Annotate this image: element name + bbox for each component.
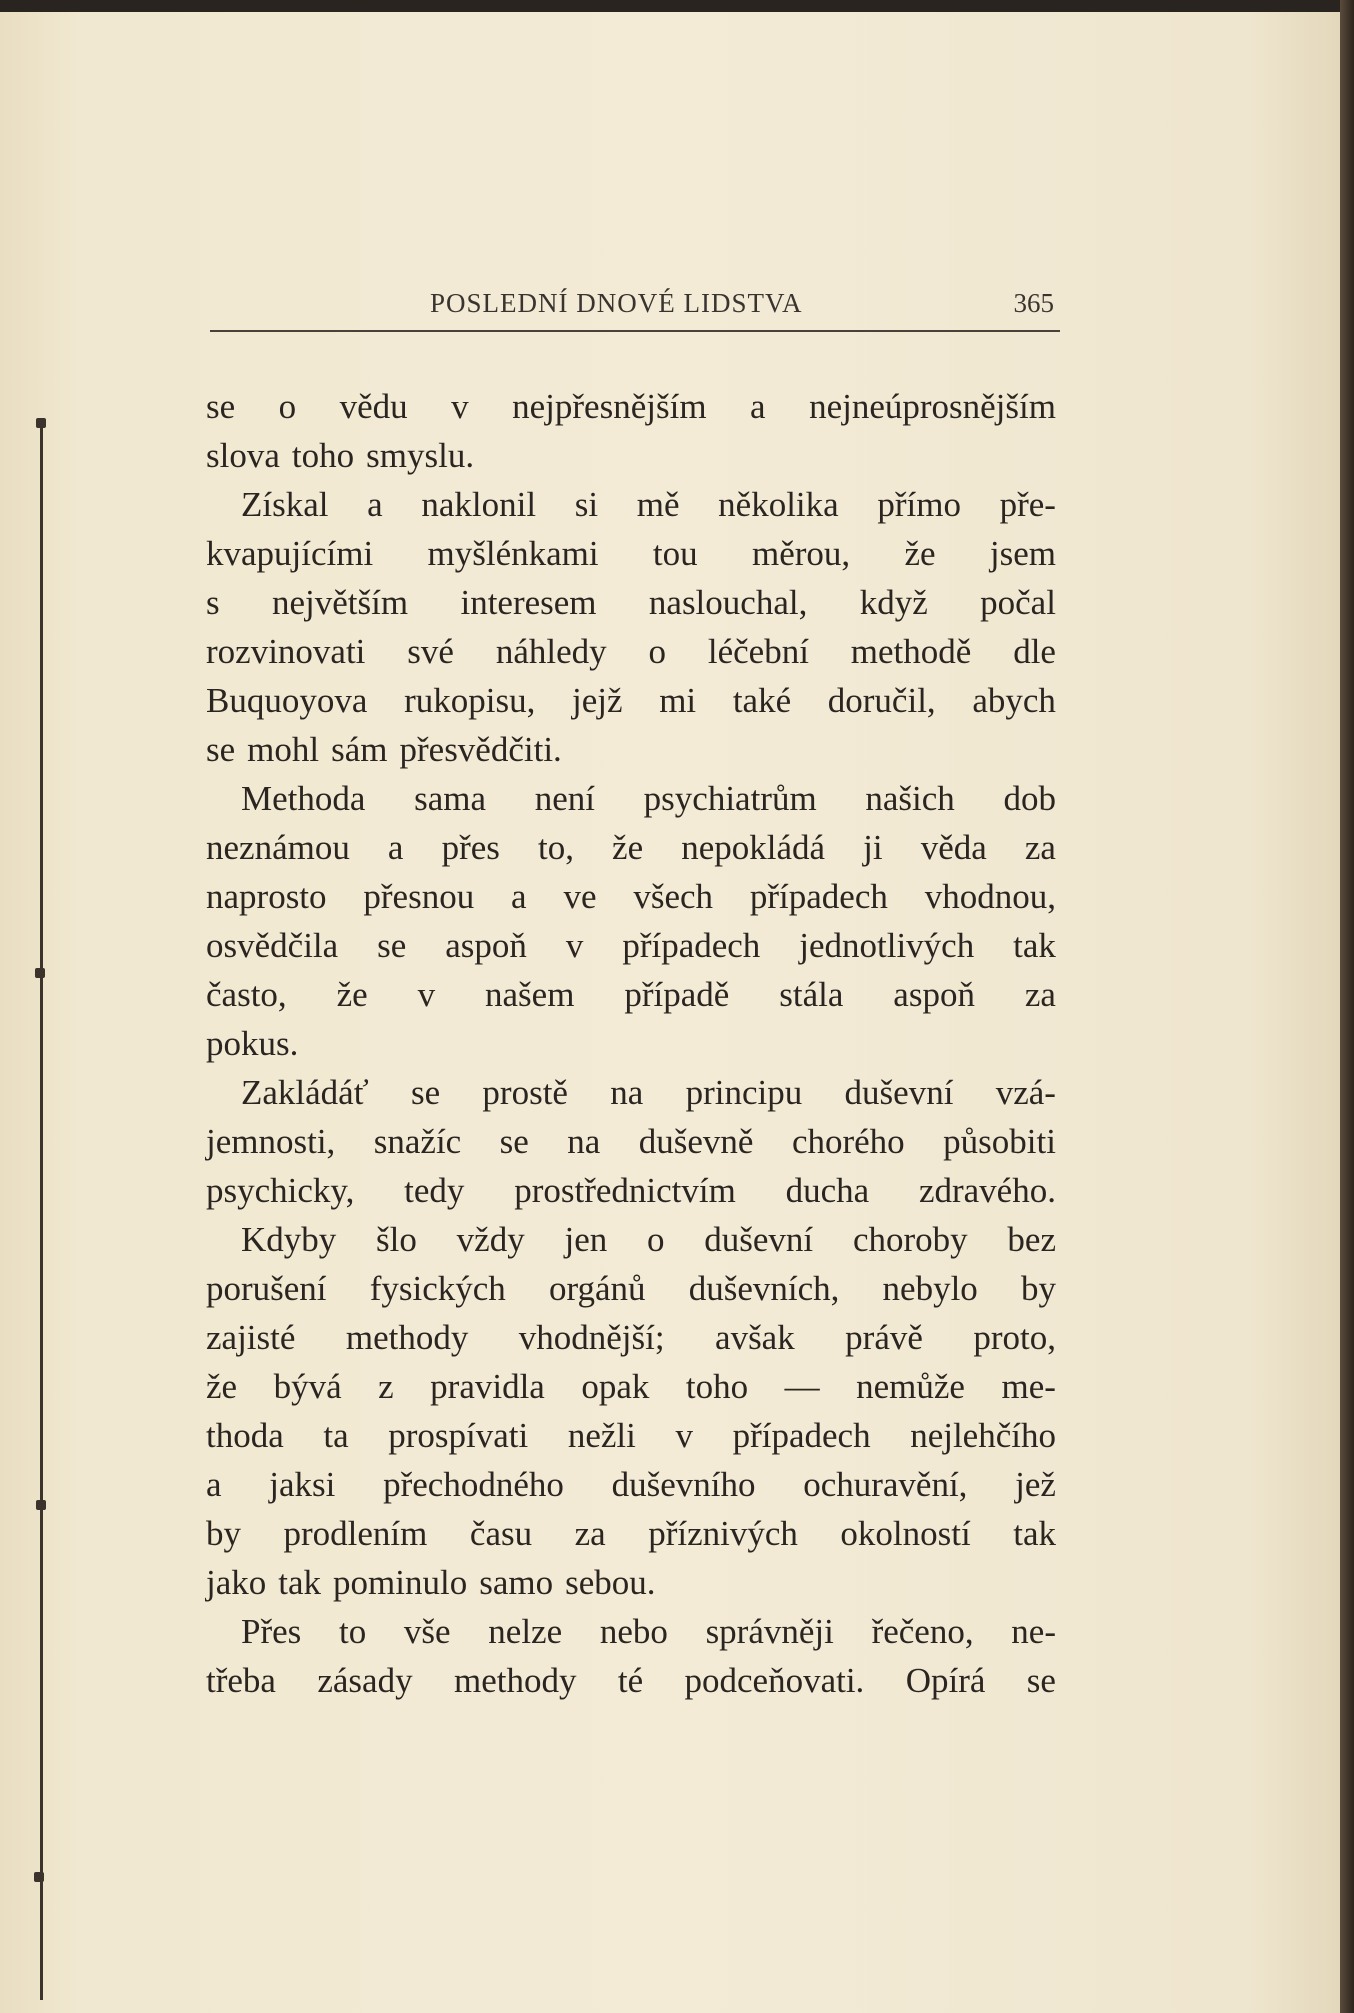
text-line: Zakládáť se prostě na principu duševní vzá- — [241, 1073, 1056, 1112]
text-line: jemnosti, snažíc se na duševně chorého působiti — [206, 1122, 1056, 1161]
text-line: že bývá z pravidla opak toho — nemůže me- — [206, 1367, 1056, 1406]
text-line: osvědčila se aspoň v případech jednotlivých tak — [206, 926, 1056, 965]
gutter-mark — [35, 968, 45, 978]
text-line: rozvinovati své náhledy o léčební methodě dle — [206, 632, 1056, 671]
running-title: POSLEDNÍ DNOVÉ LIDSTVA — [430, 288, 803, 318]
gutter-mark — [36, 418, 46, 428]
text-line: jako tak pominulo samo sebou. — [206, 1563, 656, 1602]
running-head — [210, 288, 1060, 328]
text-line: často, že v našem případě stála aspoň za — [206, 975, 1056, 1014]
text-line: Methoda sama není psychiatrům našich dob — [241, 779, 1056, 818]
text-line: třeba zásady methody té podceňovati. Opírá se — [206, 1661, 1056, 1700]
text-line: Získal a naklonil si mě několika přímo pře- — [241, 485, 1056, 524]
text-line: se mohl sám přesvědčiti. — [206, 730, 562, 769]
page-number: 365 — [1013, 288, 1054, 318]
text-line: pokus. — [206, 1024, 299, 1063]
text-line: neznámou a přes to, že nepokládá ji věda za — [206, 828, 1056, 867]
text-line: thoda ta prospívati nežli v případech nejlehčího — [206, 1416, 1056, 1455]
text-line: porušení fysických orgánů duševních, nebylo by — [206, 1269, 1056, 1308]
text-line: zajisté methody vhodnější; avšak právě proto, — [206, 1318, 1056, 1357]
text-line: psychicky, tedy prostřednictvím ducha zdravého. — [206, 1171, 1056, 1210]
body-text — [206, 382, 1056, 1705]
gutter-line — [40, 420, 43, 2000]
text-line: s největším interesem naslouchal, když počal — [206, 583, 1056, 622]
text-line: se o vědu v nejpřesnějším a nejneúprosnějším — [206, 387, 1056, 426]
text-line: kvapujícími myšlénkami tou měrou, že jsem — [206, 534, 1056, 573]
gutter-mark — [34, 1872, 44, 1882]
text-line: slova toho smyslu. — [206, 436, 475, 475]
gutter-mark — [36, 1500, 46, 1510]
header-rule — [210, 330, 1060, 332]
text-line: Kdyby šlo vždy jen o duševní choroby bez — [241, 1220, 1056, 1259]
book-binding-edge — [1340, 0, 1354, 2013]
text-line: Přes to vše nelze nebo správněji řečeno, ne- — [241, 1612, 1056, 1651]
text-line: a jaksi přechodného duševního ochuravění, jež — [206, 1465, 1056, 1504]
text-line: Buquoyova rukopisu, jejž mi také doručil, abych — [206, 681, 1056, 720]
page-top-edge — [0, 0, 1354, 12]
text-line: by prodlením času za příznivých okolností tak — [206, 1514, 1056, 1553]
text-line: naprosto přesnou a ve všech případech vhodnou, — [206, 877, 1056, 916]
